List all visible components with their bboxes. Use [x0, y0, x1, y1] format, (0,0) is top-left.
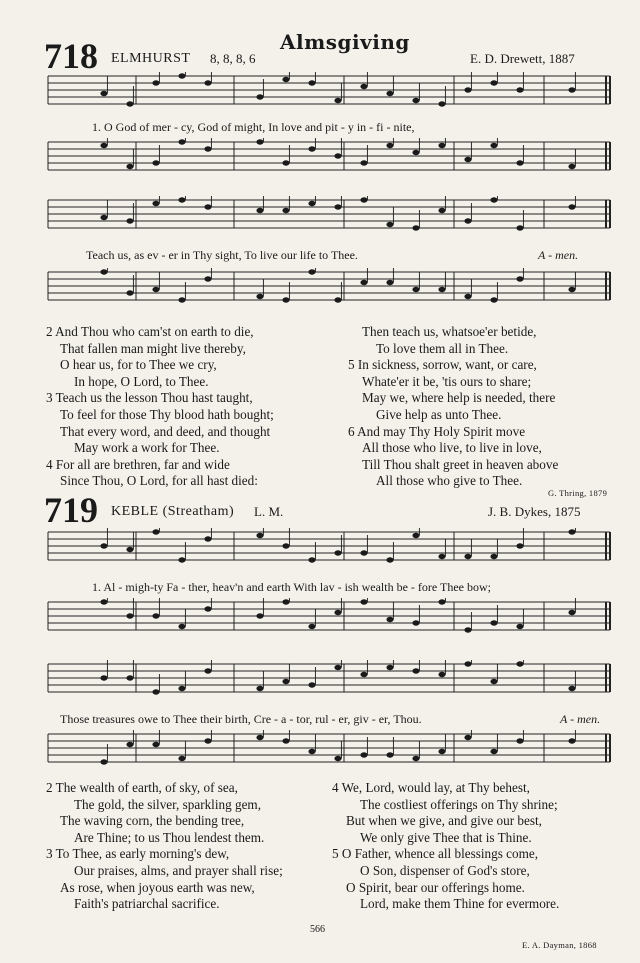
verse-line: In hope, O Lord, to Thee. [74, 373, 209, 389]
verse-line: All those who live, to live in love, [362, 440, 542, 456]
music-staff-718-system2-bass [44, 268, 614, 308]
note-head [126, 218, 133, 223]
note-head [308, 269, 315, 274]
amen-719: A - men. [560, 712, 601, 726]
note-head [204, 80, 211, 85]
note-head [100, 759, 107, 764]
verse-line: The waving corn, the bending tree, [60, 813, 245, 829]
hymn-number-719: 719 [44, 490, 98, 530]
verse-line: That every word, and deed, and thought [60, 423, 271, 439]
tune-name-719: KEBLE (Streatham) [111, 504, 235, 519]
note-head [282, 160, 289, 165]
note-head [464, 554, 471, 559]
note-head [334, 756, 341, 761]
note-head [568, 529, 575, 534]
note-head [438, 101, 445, 106]
hymn-number-718: 718 [44, 36, 98, 76]
verse-line: Our praises, alms, and prayer shall rise; [74, 862, 283, 878]
note-head [256, 139, 263, 144]
verses-719-left [46, 780, 283, 913]
note-head [178, 197, 185, 202]
note-head [360, 550, 367, 555]
note-head [100, 543, 107, 548]
note-head [100, 91, 107, 96]
note-head [360, 672, 367, 677]
note-head [360, 84, 367, 89]
note-head [334, 98, 341, 103]
note-head [516, 624, 523, 629]
verse-line: 4 For all are brethren, far and wide [46, 456, 230, 472]
verse-line: 2 The wealth of earth, of sky, of sea, [46, 780, 238, 795]
note-head [178, 686, 185, 691]
music-staff-718-system1-treble [44, 72, 614, 112]
note-head [490, 749, 497, 754]
music-staff-719-system2-bass [44, 730, 614, 770]
verse-line: To love them all in Thee. [376, 340, 509, 356]
note-head [386, 91, 393, 96]
note-head [152, 287, 159, 292]
note-head [360, 752, 367, 757]
lyric-719-line1: 1. Al - migh-ty Fa - ther, heav'n and earth With lav - ish wealth be - fore Thee bow; [92, 580, 491, 594]
verse-line: As rose, when joyous earth was new, [60, 879, 255, 895]
note-head [490, 679, 497, 684]
note-head [204, 738, 211, 743]
note-head [386, 280, 393, 285]
note-head [490, 80, 497, 85]
verse-line: May we, where help is needed, there [362, 390, 556, 406]
note-head [490, 143, 497, 148]
note-head [334, 153, 341, 158]
note-head [568, 204, 575, 209]
note-head [126, 290, 133, 295]
music-staff-718-system2-treble [44, 196, 614, 236]
note-head [256, 533, 263, 538]
note-head [438, 143, 445, 148]
note-head [516, 225, 523, 230]
note-head [308, 201, 315, 206]
verse-line: The gold, the silver, sparkling gem, [74, 796, 261, 812]
note-head [256, 735, 263, 740]
verses-718-left [46, 324, 274, 490]
note-head [152, 201, 159, 206]
verses-718-right [348, 324, 558, 490]
verse-line: But when we give, and give our best, [346, 813, 542, 829]
note-head [516, 543, 523, 548]
note-head [334, 297, 341, 302]
note-head [282, 297, 289, 302]
verse-line: Faith's patriarchal sacrifice. [74, 896, 220, 912]
note-head [256, 94, 263, 99]
note-head [282, 738, 289, 743]
note-head [464, 735, 471, 740]
note-head [178, 297, 185, 302]
verse-line: The costliest offerings on Thy shrine; [360, 796, 558, 812]
music-staff-719-system1-treble [44, 528, 614, 568]
note-head [282, 679, 289, 684]
note-head [386, 557, 393, 562]
tune-name-718: ELMHURST [111, 51, 191, 66]
note-head [568, 686, 575, 691]
note-head [178, 557, 185, 562]
note-head [308, 557, 315, 562]
note-head [178, 624, 185, 629]
note-head [438, 208, 445, 213]
note-head [412, 98, 419, 103]
note-head [308, 80, 315, 85]
note-head [568, 287, 575, 292]
note-head [282, 77, 289, 82]
note-head [516, 661, 523, 666]
note-head [438, 599, 445, 604]
note-head [412, 150, 419, 155]
note-head [152, 742, 159, 747]
note-head [464, 627, 471, 632]
music-staff-718-system1-bass [44, 138, 614, 178]
note-head [386, 752, 393, 757]
note-head [412, 287, 419, 292]
verse-line: Are Thine; to us Thou lendest them. [74, 829, 265, 845]
music-staff-719-system2-treble [44, 660, 614, 700]
note-head [490, 297, 497, 302]
note-head [256, 686, 263, 691]
verse-line: 5 O Father, whence all blessings come, [332, 846, 539, 862]
note-head [334, 610, 341, 615]
note-head [490, 554, 497, 559]
verse-line: 3 Teach us the lesson Thou hast taught, [46, 390, 253, 406]
note-head [464, 294, 471, 299]
note-head [490, 620, 497, 625]
note-head [152, 529, 159, 534]
section-title: Almsgiving [280, 30, 410, 54]
note-head [386, 143, 393, 148]
verse-line: 2 And Thou who cam'st on earth to die, [46, 324, 254, 339]
note-head [126, 613, 133, 618]
note-head [490, 197, 497, 202]
note-head [360, 280, 367, 285]
verse-line: 3 To Thee, as early morning's dew, [46, 846, 230, 862]
note-head [178, 756, 185, 761]
note-head [204, 276, 211, 281]
note-head [386, 222, 393, 227]
note-head [464, 87, 471, 92]
note-head [360, 197, 367, 202]
verse-line: All those who give to Thee. [376, 473, 523, 489]
note-head [438, 554, 445, 559]
note-head [438, 287, 445, 292]
verse-line: 5 In sickness, sorrow, want, or care, [348, 357, 537, 373]
note-head [282, 599, 289, 604]
note-head [256, 294, 263, 299]
note-head [152, 160, 159, 165]
note-head [438, 749, 445, 754]
verse-line: Give help as unto Thee. [376, 406, 502, 422]
note-head [568, 738, 575, 743]
note-head [256, 208, 263, 213]
lyric-719-line2: Those treasures owe to Thee their birth, Cre - a - tor, rul - er, giv - er, Thou. [60, 712, 422, 726]
verse-line: We only give Thee that is Thine. [360, 829, 532, 845]
note-head [126, 742, 133, 747]
note-head [412, 756, 419, 761]
note-head [204, 606, 211, 611]
verse-line: Till Thou shalt greet in heaven above [362, 456, 559, 472]
note-head [516, 276, 523, 281]
note-head [204, 204, 211, 209]
note-head [308, 624, 315, 629]
note-head [516, 160, 523, 165]
note-head [100, 599, 107, 604]
credit-718: G. Thring, 1879 [548, 488, 608, 498]
note-head [360, 160, 367, 165]
lyric-718-line2: Teach us, as ev - er in Thy sight, To live our life to Thee. [86, 248, 358, 262]
note-head [178, 139, 185, 144]
note-head [204, 146, 211, 151]
note-head [334, 204, 341, 209]
note-head [256, 613, 263, 618]
note-head [464, 218, 471, 223]
verse-line: O Spirit, bear our offerings home. [346, 879, 525, 895]
note-head [386, 617, 393, 622]
note-head [516, 87, 523, 92]
note-head [100, 215, 107, 220]
note-head [126, 675, 133, 680]
note-head [152, 80, 159, 85]
note-head [204, 536, 211, 541]
note-head [412, 668, 419, 673]
verse-line: O hear us, for to Thee we cry, [60, 357, 217, 373]
verse-line: To feel for those Thy blood hath bought; [60, 406, 274, 422]
note-head [126, 164, 133, 169]
note-head [334, 665, 341, 670]
note-head [204, 668, 211, 673]
note-head [308, 146, 315, 151]
verse-line: Since Thou, O Lord, for all hast died: [60, 473, 258, 489]
credit-719: E. A. Dayman, 1868 [522, 940, 597, 950]
note-head [308, 682, 315, 687]
note-head [100, 269, 107, 274]
page-number: 566 [310, 924, 325, 935]
note-head [516, 738, 523, 743]
note-head [178, 73, 185, 78]
verse-line: 4 We, Lord, would lay, at Thy behest, [332, 780, 530, 795]
note-head [282, 543, 289, 548]
note-head [152, 689, 159, 694]
note-head [412, 533, 419, 538]
verse-line: That fallen man might live thereby, [60, 340, 246, 356]
composer-718: E. D. Drewett, 1887 [470, 51, 575, 66]
verse-line: O Son, dispenser of God's store, [360, 862, 530, 878]
music-staff-719-system1-bass [44, 598, 614, 638]
verses-719-right [332, 780, 559, 913]
note-head [568, 610, 575, 615]
note-head [100, 675, 107, 680]
meter-718: 8, 8, 8, 6 [210, 51, 256, 66]
note-head [282, 208, 289, 213]
note-head [438, 672, 445, 677]
note-head [412, 225, 419, 230]
note-head [152, 613, 159, 618]
note-head [464, 661, 471, 666]
note-head [100, 143, 107, 148]
composer-719: J. B. Dykes, 1875 [488, 504, 581, 519]
verse-line: Then teach us, whatsoe'er betide, [362, 324, 537, 339]
meter-719: L. M. [254, 504, 284, 519]
note-head [568, 87, 575, 92]
note-head [464, 157, 471, 162]
note-head [126, 547, 133, 552]
note-head [412, 620, 419, 625]
verse-line: 6 And may Thy Holy Spirit move [348, 423, 526, 439]
note-head [308, 749, 315, 754]
note-head [568, 164, 575, 169]
lyric-718-line1: 1. O God of mer - cy, God of might, In love and pit - y in - fi - nite, [92, 120, 415, 134]
note-head [360, 599, 367, 604]
verse-line: Lord, make them Thine for evermore. [360, 896, 560, 912]
note-head [334, 550, 341, 555]
note-head [386, 665, 393, 670]
note-head [126, 101, 133, 106]
amen-718: A - men. [538, 248, 579, 262]
verse-line: May work a work for Thee. [74, 440, 220, 456]
verse-line: Whate'er it be, 'tis ours to share; [362, 373, 532, 389]
